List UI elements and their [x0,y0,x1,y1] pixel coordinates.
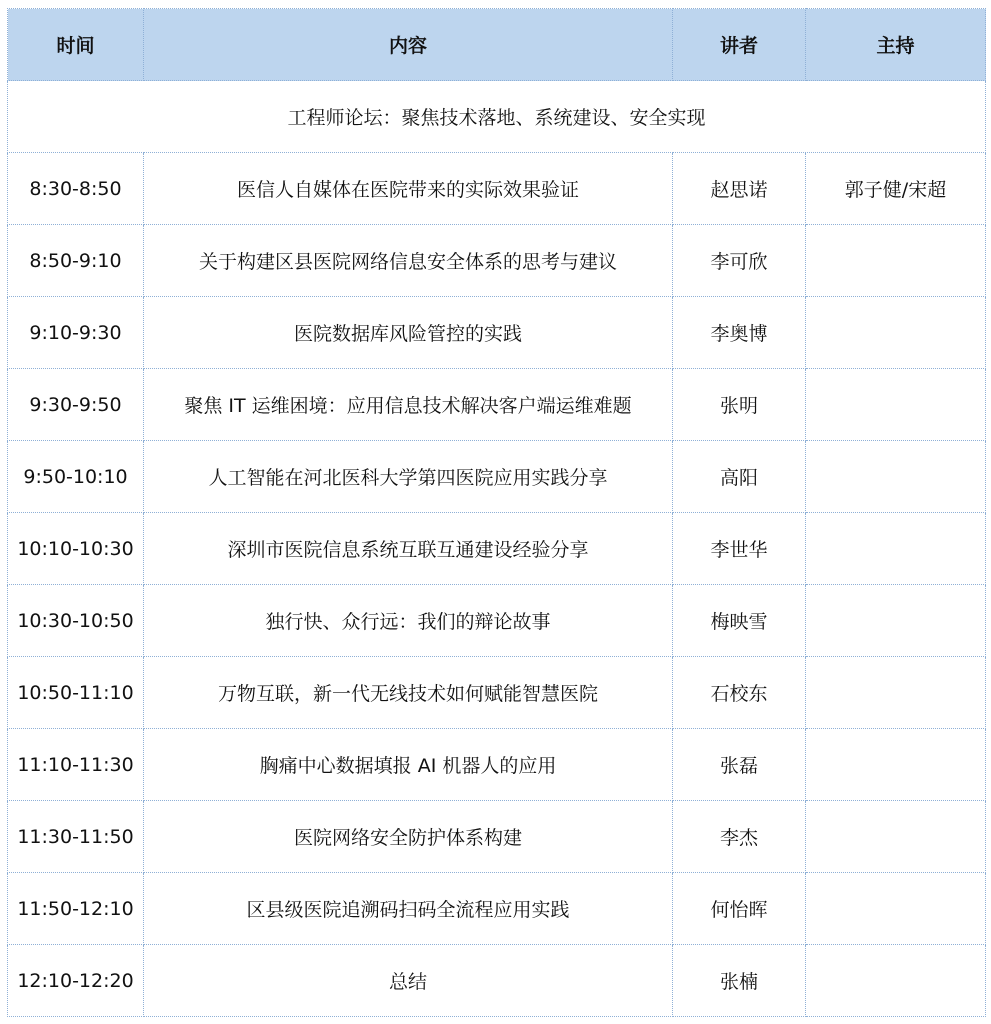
time-cell: 8:30-8:50 [8,153,144,225]
host-cell [806,873,986,945]
host-cell [806,369,986,441]
host-cell: 郭子健/宋超 [806,153,986,225]
header-row [8,9,986,81]
table-row [8,657,986,729]
time-cell: 9:10-9:30 [8,297,144,369]
time-cell: 10:10-10:30 [8,513,144,585]
content-cell: 胸痛中心数据填报 AI 机器人的应用 [144,729,673,801]
content-cell: 医院网络安全防护体系构建 [144,801,673,873]
table-row [8,153,986,225]
time-cell: 10:50-11:10 [8,657,144,729]
schedule-wrapper [7,8,986,1017]
time-cell: 11:10-11:30 [8,729,144,801]
speaker-cell: 何怡晖 [673,873,806,945]
speaker-cell: 梅映雪 [673,585,806,657]
table-row [8,441,986,513]
time-cell: 10:30-10:50 [8,585,144,657]
table-row [8,513,986,585]
time-cell: 9:50-10:10 [8,441,144,513]
host-cell [806,801,986,873]
time-cell: 9:30-9:50 [8,369,144,441]
table-row [8,873,986,945]
section-row [8,81,986,153]
content-cell: 人工智能在河北医科大学第四医院应用实践分享 [144,441,673,513]
table-row [8,369,986,441]
speaker-cell: 张磊 [673,729,806,801]
table-row [8,585,986,657]
speaker-cell: 李杰 [673,801,806,873]
schedule-table [7,8,986,1017]
time-cell: 8:50-9:10 [8,225,144,297]
host-cell [806,225,986,297]
content-cell: 医信人自媒体在医院带来的实际效果验证 [144,153,673,225]
table-row [8,297,986,369]
content-cell: 关于构建区县医院网络信息安全体系的思考与建议 [144,225,673,297]
speaker-cell: 李可欣 [673,225,806,297]
host-cell [806,657,986,729]
speaker-cell: 李世华 [673,513,806,585]
content-cell: 区县级医院追溯码扫码全流程应用实践 [144,873,673,945]
section-title: 工程师论坛：聚焦技术落地、系统建设、安全实现 [8,81,986,153]
content-cell: 医院数据库风险管控的实践 [144,297,673,369]
host-cell [806,729,986,801]
header-host: 主持 [806,9,986,81]
content-cell: 万物互联，新一代无线技术如何赋能智慧医院 [144,657,673,729]
table-row [8,225,986,297]
content-cell: 总结 [144,945,673,1017]
host-cell [806,297,986,369]
host-cell [806,585,986,657]
table-row [8,729,986,801]
time-cell: 11:50-12:10 [8,873,144,945]
speaker-cell: 石校东 [673,657,806,729]
header-content: 内容 [144,9,673,81]
header-time: 时间 [8,9,144,81]
host-cell [806,441,986,513]
speaker-cell: 赵思诺 [673,153,806,225]
header-speaker: 讲者 [673,9,806,81]
speaker-cell: 张明 [673,369,806,441]
speaker-cell: 张楠 [673,945,806,1017]
content-cell: 深圳市医院信息系统互联互通建设经验分享 [144,513,673,585]
time-cell: 12:10-12:20 [8,945,144,1017]
content-cell: 独行快、众行远：我们的辩论故事 [144,585,673,657]
time-cell: 11:30-11:50 [8,801,144,873]
speaker-cell: 李奥博 [673,297,806,369]
table-row [8,801,986,873]
content-cell: 聚焦 IT 运维困境：应用信息技术解决客户端运维难题 [144,369,673,441]
host-cell [806,513,986,585]
table-row [8,945,986,1017]
host-cell [806,945,986,1017]
speaker-cell: 高阳 [673,441,806,513]
